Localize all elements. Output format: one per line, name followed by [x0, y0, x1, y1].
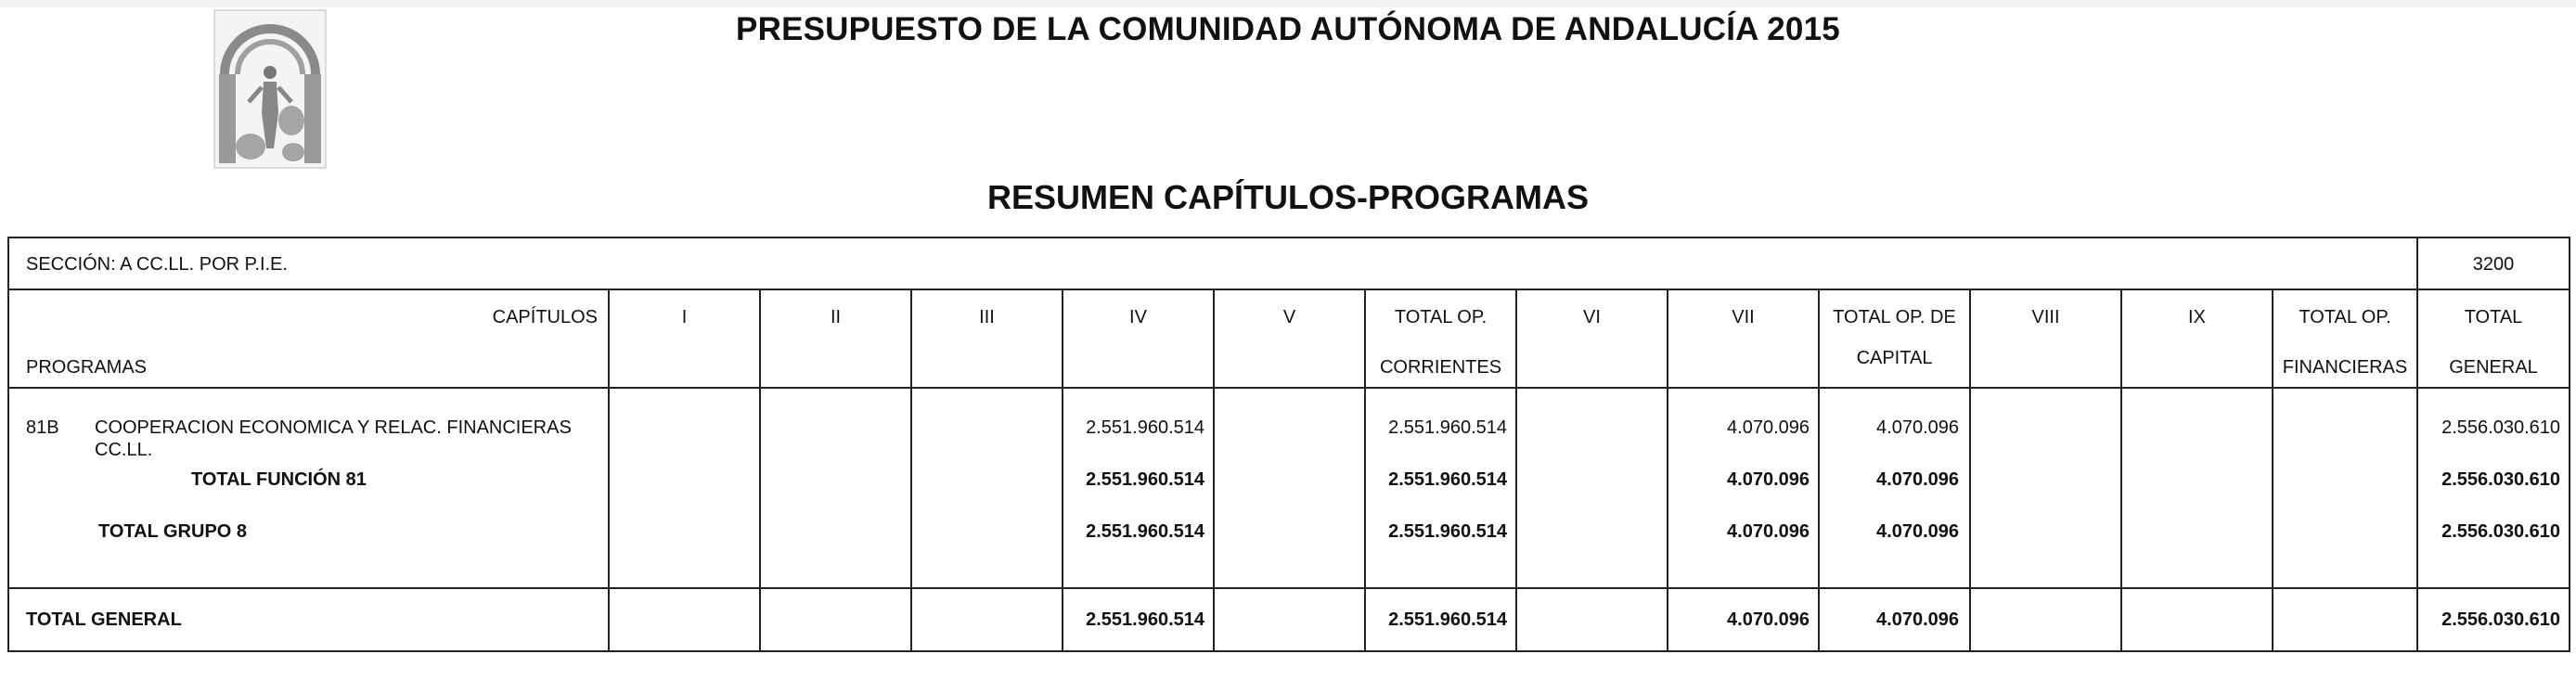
header-col-viii: VIII [2031, 307, 2060, 327]
document-subtitle: RESUMEN CAPÍTULOS-PROGRAMAS [986, 178, 1590, 216]
cell-vii: 4.070.096 [1727, 417, 1810, 438]
row-divider [9, 587, 2569, 589]
header-total-op-financieras-line2: FINANCIERAS [2282, 357, 2408, 378]
cell-total-op-capital: 4.070.096 [1876, 417, 1959, 438]
header-total-op-corrientes: TOTAL OP. [1394, 307, 1488, 327]
cell-total-general: 2.556.030.610 [2441, 521, 2560, 542]
header-col-ii: II [830, 307, 842, 327]
header-programas: PROGRAMAS [26, 357, 148, 378]
header-col-v: V [1282, 307, 1296, 327]
cell-total-general: 2.556.030.610 [2441, 469, 2560, 490]
column-divider [2120, 289, 2122, 650]
column-divider [1213, 289, 1215, 650]
cell-total-op-capital: 4.070.096 [1876, 521, 1959, 542]
cell-total-op-corrientes: 2.551.960.514 [1388, 609, 1507, 630]
column-divider [1969, 289, 1971, 650]
program-name-line2: CC.LL. [95, 440, 153, 460]
cell-total-op-corrientes: 2.551.960.514 [1388, 469, 1507, 490]
header-col-i: I [681, 307, 688, 327]
section-code: 3200 [2472, 254, 2515, 275]
cell-iv: 2.551.960.514 [1086, 521, 1204, 542]
header-col-iv: IV [1129, 307, 1147, 327]
header-total-op-financieras: TOTAL OP. [2299, 307, 2391, 327]
total-funcion-label: TOTAL FUNCIÓN 81 [191, 469, 367, 490]
column-divider [759, 289, 761, 650]
header-col-vi: VI [1583, 307, 1601, 327]
cell-iv: 2.551.960.514 [1086, 417, 1204, 438]
cell-total-op-capital: 4.070.096 [1876, 609, 1959, 630]
column-divider [1515, 289, 1517, 650]
header-total-op-corrientes-line2: CORRIENTES [1379, 357, 1502, 378]
column-divider [608, 289, 610, 650]
header-capitulos: CAPÍTULOS [492, 307, 598, 327]
cell-vii: 4.070.096 [1727, 521, 1810, 542]
total-general-label: TOTAL GENERAL [26, 609, 182, 630]
cell-total-general: 2.556.030.610 [2441, 609, 2560, 630]
header-total-op-capital: TOTAL OP. DE [1833, 307, 1956, 327]
section-label: SECCIÓN: A CC.LL. POR P.I.E. [26, 254, 288, 275]
cell-iv: 2.551.960.514 [1086, 469, 1204, 490]
cell-vii: 4.070.096 [1727, 469, 1810, 490]
cell-total-op-capital: 4.070.096 [1876, 469, 1959, 490]
header-total-general-line2: GENERAL [2449, 357, 2538, 378]
header-col-ix: IX [2188, 307, 2206, 327]
program-name: COOPERACION ECONOMICA Y RELAC. FINANCIERAS [95, 417, 572, 438]
row-divider [9, 289, 2569, 290]
column-divider [910, 289, 912, 650]
header-col-vii: VII [1732, 307, 1755, 327]
cell-total-op-corrientes: 2.551.960.514 [1388, 521, 1507, 542]
summary-table [7, 237, 2570, 652]
cell-total-op-corrientes: 2.551.960.514 [1388, 417, 1507, 438]
header-total-general: TOTAL [2464, 307, 2523, 327]
header-total-op-capital-line2: CAPITAL [1856, 348, 1933, 368]
cell-total-general: 2.556.030.610 [2441, 417, 2560, 438]
top-strip [0, 0, 2576, 7]
document-title: PRESUPUESTO DE LA COMUNIDAD AUTÓNOMA DE ANDALUCÍA 2015 [736, 11, 1840, 47]
column-divider [2272, 289, 2273, 650]
program-code: 81B [26, 417, 59, 438]
column-divider [2416, 238, 2418, 650]
cell-iv: 2.551.960.514 [1086, 609, 1204, 630]
row-divider [9, 387, 2569, 389]
total-grupo-label: TOTAL GRUPO 8 [98, 521, 248, 542]
cell-vii: 4.070.096 [1727, 609, 1810, 630]
header-col-iii: III [979, 307, 995, 327]
